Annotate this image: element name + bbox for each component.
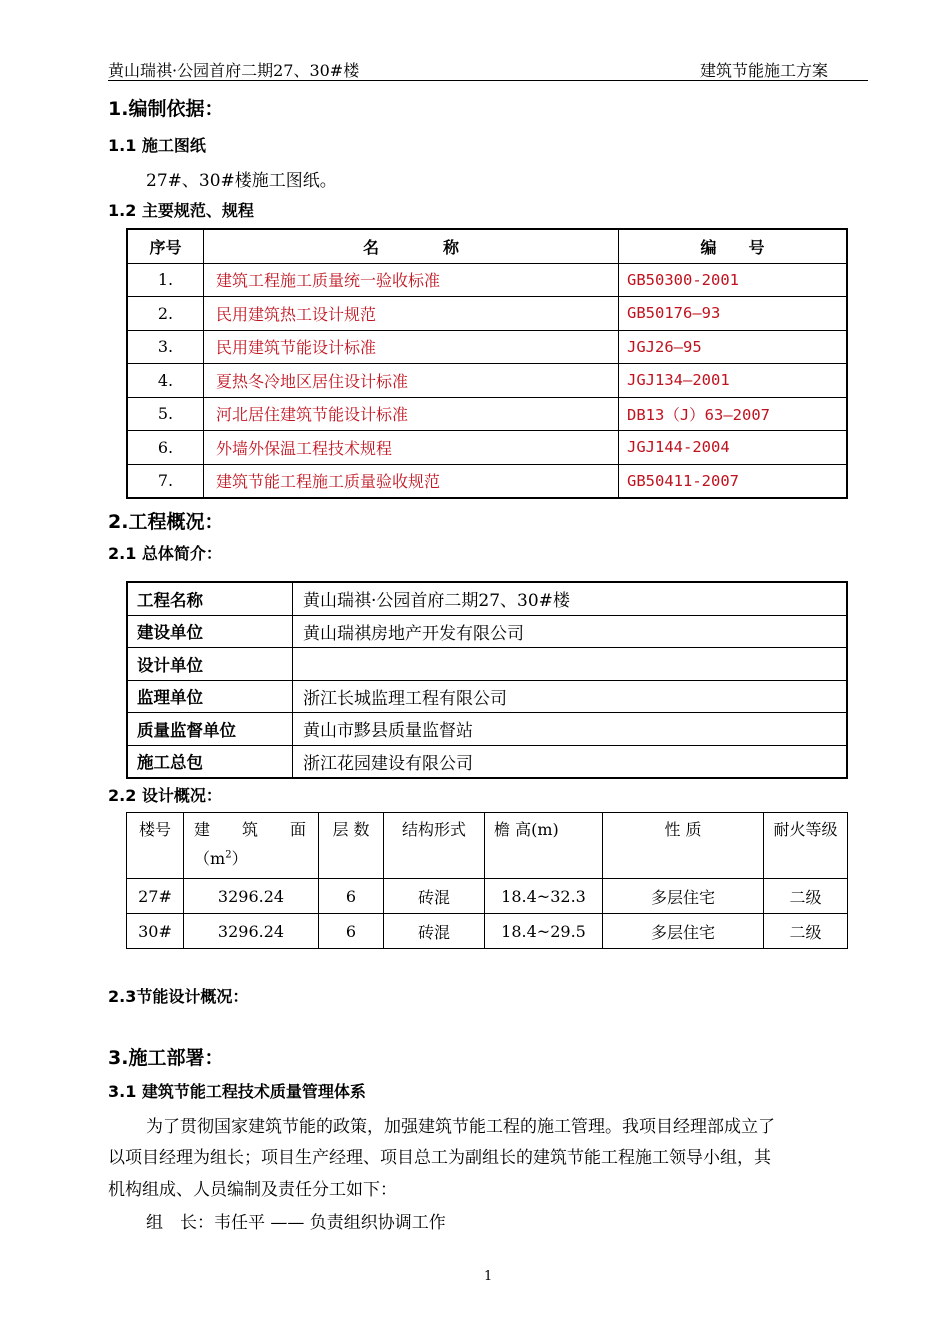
section-2-1-title: 2.1 总体简介： — [108, 544, 222, 563]
col-header-index: 序号 — [127, 229, 204, 263]
row-index: 7. — [127, 464, 204, 498]
col-header-fire-rating: 耐火等级 — [764, 813, 848, 879]
table-header-row — [127, 229, 847, 263]
standard-code: GB50176—93 — [619, 297, 848, 331]
standard-name: 夏热冬冷地区居住设计标准 — [204, 364, 619, 398]
col-header-structure: 结构形式 — [384, 813, 485, 879]
fire-rating: 二级 — [764, 879, 848, 914]
eave-height: 18.4~29.5 — [485, 914, 603, 949]
info-row — [127, 615, 847, 648]
section-1-title: 1.编制依据： — [108, 98, 224, 120]
paragraph-line-3: 机构组成、人员编制及责任分工如下： — [108, 1180, 397, 1200]
info-row — [127, 680, 847, 713]
info-value: 浙江长城监理工程有限公司 — [293, 680, 848, 713]
page-header-left: 黄山瑞祺·公园首府二期27、30#楼 — [108, 61, 360, 80]
design-overview-table — [126, 812, 848, 949]
col-header-floors: 层 数 — [319, 813, 384, 879]
info-row — [127, 582, 847, 615]
building-nature: 多层住宅 — [603, 879, 764, 914]
row-index: 3. — [127, 330, 204, 364]
floor-count: 6 — [319, 879, 384, 914]
info-key: 工程名称 — [127, 582, 293, 615]
table-row — [127, 397, 847, 431]
standard-code: JGJ134—2001 — [619, 364, 848, 398]
table-row — [127, 464, 847, 498]
table-row — [127, 297, 847, 331]
col-header-area — [184, 813, 319, 879]
standards-table — [126, 228, 848, 499]
col-header-code: 编 号 — [619, 229, 848, 263]
col-header-building: 楼号 — [127, 813, 184, 879]
standard-name: 民用建筑节能设计标准 — [204, 330, 619, 364]
standard-name: 建筑工程施工质量统一验收标准 — [204, 263, 619, 297]
page-header-right: 建筑节能施工方案 — [700, 61, 829, 80]
building-area: 3296.24 — [184, 879, 319, 914]
table-row — [127, 914, 848, 949]
col-header-nature: 性 质 — [603, 813, 764, 879]
paragraph-line-1: 为了贯彻国家建筑节能的政策，加强建筑节能工程的施工管理。我项目经理部成立了 — [146, 1117, 775, 1137]
row-index: 6. — [127, 431, 204, 465]
section-2-title: 2.工程概况： — [108, 511, 224, 533]
structure-type: 砖混 — [384, 914, 485, 949]
col-header-name: 名 称 — [204, 229, 619, 263]
eave-height: 18.4~32.3 — [485, 879, 603, 914]
info-value — [293, 648, 848, 681]
info-key: 施工总包 — [127, 745, 293, 778]
row-index: 5. — [127, 397, 204, 431]
standard-code: GB50411-2007 — [619, 464, 848, 498]
floor-count: 6 — [319, 914, 384, 949]
table-row — [127, 431, 847, 465]
design-header-row — [127, 813, 848, 879]
table-row — [127, 364, 847, 398]
project-info-table — [126, 581, 848, 779]
info-value: 黄山瑞祺·公园首府二期27、30#楼 — [293, 582, 848, 615]
info-value: 黄山瑞祺房地产开发有限公司 — [293, 615, 848, 648]
standard-name: 民用建筑热工设计规范 — [204, 297, 619, 331]
page-number: 1 — [484, 1269, 493, 1284]
info-key: 设计单位 — [127, 648, 293, 681]
header-rule — [108, 80, 868, 81]
section-3-1-title: 3.1 建筑节能工程技术质量管理体系 — [108, 1082, 366, 1101]
info-key: 质量监督单位 — [127, 713, 293, 746]
info-key: 建设单位 — [127, 615, 293, 648]
standard-name: 外墙外保温工程技术规程 — [204, 431, 619, 465]
col-header-eave-height: 檐 高(m) — [485, 813, 603, 879]
section-2-2-title: 2.2 设计概况： — [108, 786, 222, 805]
info-value: 浙江花园建设有限公司 — [293, 745, 848, 778]
team-leader-line: 组 长：韦任平 —— 负责组织协调工作 — [146, 1213, 446, 1233]
row-index: 4. — [127, 364, 204, 398]
row-index: 1. — [127, 263, 204, 297]
section-1-1-title: 1.1 施工图纸 — [108, 136, 206, 155]
standard-code: JGJ144-2004 — [619, 431, 848, 465]
fire-rating: 二级 — [764, 914, 848, 949]
standard-code: JGJ26—95 — [619, 330, 848, 364]
building-nature: 多层住宅 — [603, 914, 764, 949]
info-row — [127, 745, 847, 778]
table-row — [127, 879, 848, 914]
building-no: 27# — [127, 879, 184, 914]
row-index: 2. — [127, 297, 204, 331]
table-row — [127, 330, 847, 364]
standard-code: GB50300-2001 — [619, 263, 848, 297]
section-1-2-title: 1.2 主要规范、规程 — [108, 201, 254, 220]
standard-code: DB13（J）63—2007 — [619, 397, 848, 431]
section-2-3-title: 2.3节能设计概况： — [108, 987, 249, 1006]
info-row — [127, 713, 847, 746]
structure-type: 砖混 — [384, 879, 485, 914]
info-key: 监理单位 — [127, 680, 293, 713]
table-row — [127, 263, 847, 297]
standard-name: 河北居住建筑节能设计标准 — [204, 397, 619, 431]
standard-name: 建筑节能工程施工质量验收规范 — [204, 464, 619, 498]
info-row — [127, 648, 847, 681]
building-area: 3296.24 — [184, 914, 319, 949]
area-header-unit: $(m^2)$ — [194, 849, 248, 868]
paragraph-line-2: 以项目经理为组长；项目生产经理、项目总工为副组长的建筑节能工程施工领导小组，其 — [108, 1148, 771, 1168]
section-1-1-text: 27#、30#楼施工图纸。 — [146, 171, 337, 191]
section-3-title: 3.施工部署： — [108, 1047, 224, 1069]
info-value: 黄山市黟县质量监督站 — [293, 713, 848, 746]
area-header-text: 建 筑 面 — [194, 820, 307, 839]
building-no: 30# — [127, 914, 184, 949]
